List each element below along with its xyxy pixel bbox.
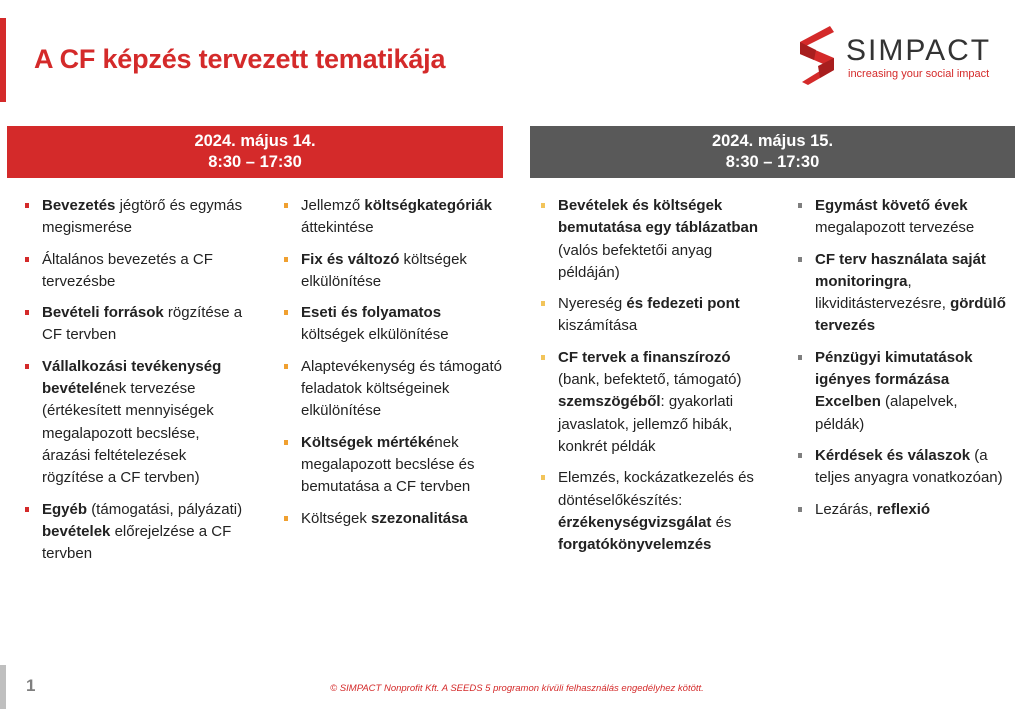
- topic-emphasis: CF tervek a finanszírozó: [558, 348, 731, 366]
- bullet-icon: [541, 301, 545, 306]
- topic-text: Nyereség: [558, 295, 623, 313]
- topic-item: [798, 347, 1010, 436]
- bullet-icon: [284, 257, 288, 262]
- topic-emphasis: forgatókönyvelemzés: [558, 536, 712, 554]
- day1-header: [7, 126, 503, 178]
- bullet-icon: [25, 364, 29, 369]
- day2-header: [530, 126, 1015, 178]
- topic-emphasis: CF terv használata saját monitoringra: [815, 250, 986, 290]
- topic-text: jégtörő és egymás megismerése: [42, 197, 243, 237]
- topic-text: megalapozott tervezése: [815, 219, 975, 237]
- topic-item: [541, 195, 766, 284]
- topic-emphasis: Bevezetés: [42, 197, 116, 214]
- topic-emphasis: szezonalitása: [371, 509, 468, 527]
- topic-text: Lezárás,: [815, 500, 873, 518]
- topic-item: [284, 356, 502, 423]
- topic-emphasis: érzékenységvizsgálat: [558, 513, 712, 531]
- topic-item: [798, 249, 1010, 338]
- topic-item: [284, 432, 502, 499]
- topic-emphasis: és fedezeti pont: [626, 295, 740, 313]
- topic-item: [798, 195, 1010, 240]
- title-accent-bar: [0, 18, 6, 102]
- topic-item: [284, 302, 502, 347]
- topic-item: [284, 195, 502, 240]
- topic-text: és: [715, 513, 732, 531]
- topic-item: [284, 249, 502, 294]
- topic-item: [25, 249, 243, 294]
- topic-emphasis: Eseti és folyamatos: [301, 304, 442, 322]
- topic-emphasis: reflexió: [876, 500, 931, 518]
- topic-emphasis: Költségek mértéké: [301, 433, 435, 451]
- topic-item: [25, 499, 243, 566]
- day2-topics-right: [798, 195, 1010, 530]
- simpact-s-icon: [794, 24, 838, 86]
- day2-topics-left: [541, 195, 766, 565]
- topic-item: [25, 195, 243, 240]
- topic-text: Elemzés, kockázatkezelés és döntéselőkészítés:: [558, 469, 754, 509]
- bullet-icon: [284, 203, 288, 208]
- bullet-icon: [284, 440, 288, 445]
- bullet-icon: [284, 516, 288, 521]
- topic-emphasis: Pénzügyi kimutatások igényes formázása Excelben: [815, 348, 973, 411]
- topic-text: Általános bevezetés a CF tervezésbe: [42, 250, 213, 290]
- bullet-icon: [541, 203, 545, 208]
- topic-emphasis: Egyéb: [42, 500, 88, 518]
- bullet-icon: [541, 355, 545, 360]
- topic-text: (támogatási, pályázati): [91, 500, 243, 518]
- topic-item: [541, 293, 766, 338]
- topic-text: : gyakorlati javaslatok, jellemző hibák, konkrét példák: [558, 393, 734, 455]
- topic-text: kiszámítása: [558, 317, 638, 335]
- topic-item: [541, 467, 766, 556]
- topic-emphasis: Egymást követő évek: [815, 197, 968, 214]
- bullet-icon: [25, 203, 29, 208]
- topic-emphasis: Bevételek és költségek bemutatása egy táblázatban: [558, 197, 759, 237]
- bullet-icon: [798, 507, 802, 512]
- topic-text: rögzítése a CF tervben: [42, 304, 243, 344]
- topic-emphasis: Vállalkozási tevékenység bevételé: [42, 357, 222, 398]
- day2-date: 2024. május 15.: [711, 132, 834, 150]
- topic-text: költségek elkülönítése: [301, 250, 467, 290]
- topic-text: Költségek: [301, 509, 367, 527]
- topic-text: (valós befektetői anyag példáján): [558, 241, 713, 281]
- topic-emphasis: Bevételi források: [42, 304, 164, 322]
- day1-date: 2024. május 14.: [194, 132, 316, 150]
- page-title: A CF képzés tervezett tematikája: [34, 44, 446, 74]
- topic-text: Jellemző: [301, 197, 361, 214]
- day1-topics-left: [25, 195, 243, 574]
- topic-text: (alapelvek, példák): [815, 393, 958, 433]
- topic-text: , likviditástervezésre,: [815, 272, 946, 313]
- topic-emphasis: költségkategóriák: [364, 197, 492, 214]
- topic-item: [541, 347, 766, 458]
- topic-text: áttekintése: [301, 219, 374, 237]
- topic-emphasis: Fix és változó: [301, 250, 400, 268]
- day1-topics-right: [284, 195, 502, 539]
- topic-item: [798, 499, 1010, 521]
- bullet-icon: [798, 355, 802, 360]
- topic-text: költségek elkülönítése: [301, 326, 449, 344]
- day1-time: 8:30 – 17:30: [208, 153, 302, 171]
- bullet-icon: [798, 453, 802, 458]
- topic-text: (bank, befektető, támogató): [558, 371, 742, 389]
- topic-emphasis: gördülő tervezés: [815, 295, 1006, 335]
- bullet-icon: [284, 310, 288, 315]
- topic-text: előrejelzése a CF tervben: [42, 522, 232, 563]
- day2-time: 8:30 – 17:30: [725, 153, 820, 171]
- topic-text: nek tervezése (értékesített mennyiségek megalapozott becslése, árazási feltételezések rögzítése a CF tervben): [42, 380, 214, 487]
- bullet-icon: [25, 507, 29, 512]
- logo-tagline: increasing your social impact: [848, 68, 990, 80]
- topic-item: [25, 302, 243, 347]
- bullet-icon: [25, 310, 29, 315]
- simpact-logo: [794, 24, 1009, 88]
- bullet-icon: [798, 257, 802, 262]
- topic-text: (a teljes anyagra vonatkozóan): [815, 446, 1003, 487]
- bullet-icon: [284, 364, 288, 369]
- topic-text: nek megalapozott becslése és bemutatása a CF tervben: [301, 433, 475, 496]
- topic-item: [25, 356, 243, 490]
- bullet-icon: [541, 475, 545, 480]
- topic-emphasis: szemszögéből: [558, 393, 661, 411]
- topic-text: Alaptevékenység és támogató feladatok költségeinek elkülönítése: [301, 357, 502, 420]
- bullet-icon: [798, 203, 802, 208]
- page-number: 1: [26, 676, 36, 695]
- bullet-icon: [25, 257, 29, 262]
- topic-item: [284, 508, 502, 530]
- topic-emphasis: bevételek: [42, 522, 111, 540]
- topic-emphasis: Kérdések és válaszok: [815, 446, 971, 464]
- copyright-footer: © SIMPACT Nonprofit Kft. A SEEDS 5 programon kívüli felhasználás engedélyhez kötött.: [330, 683, 704, 694]
- topic-item: [798, 445, 1010, 490]
- logo-wordmark: SIMPACT: [846, 34, 992, 67]
